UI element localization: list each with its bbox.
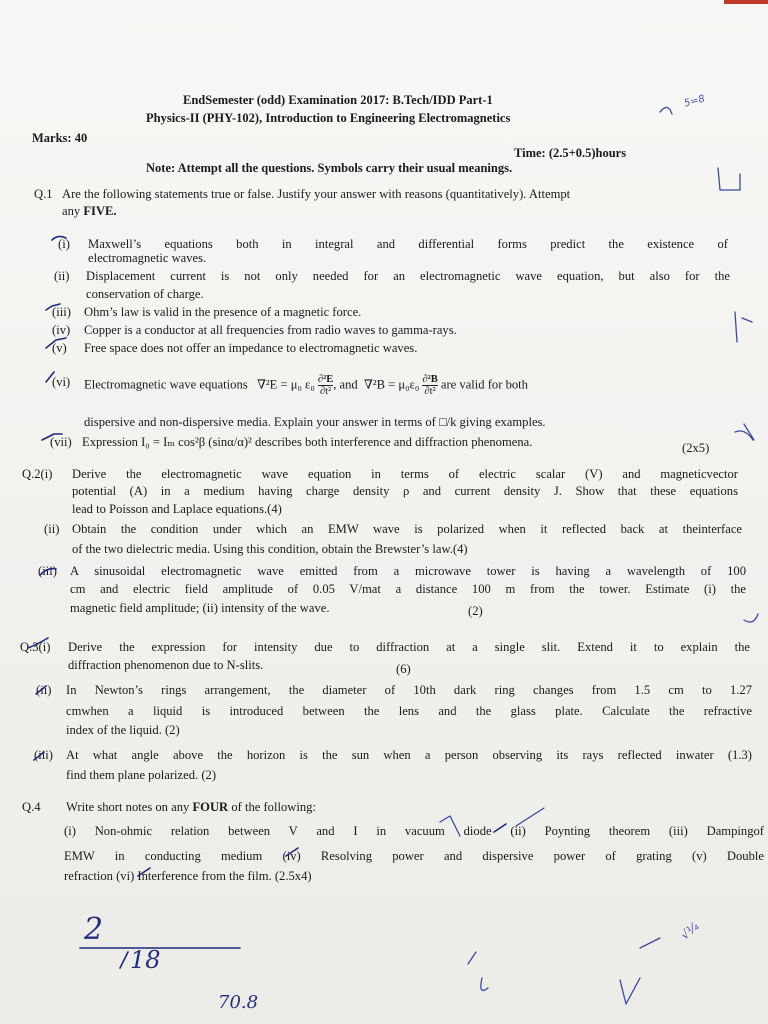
q3-ii-number: (ii) [36,683,52,697]
exam-title: EndSemester (odd) Examination 2017: B.Tech/IDD Part-1 [183,93,493,107]
fraction-e: $\frac{\text{∂²E}}{\text{∂t²}}$ [317,374,334,397]
marks-label: Marks: 40 [32,131,88,145]
tick-mark-q1-i [52,236,66,240]
q2-iii-line3: magnetic field amplitude; (ii) intensity of the wave. [70,601,330,615]
score-denominator: 18 [130,946,161,974]
bottom-handwritten-number: 70.8 [218,992,259,1013]
q2-number: Q.2(i) [22,467,53,481]
q4-intro: Write short notes on any FOUR of the following: [66,800,316,814]
q3-iii-line2: find them plane polarized. (2) [66,768,217,782]
q1-ii-number: (ii) [54,269,70,283]
q2-iii-line1: A sinusoidal electromagnetic wave emitted from a microwave tower is having a wavelength of 100 [70,564,746,578]
q1-vii-number: (vii) [50,435,72,449]
margin-scribble-2 [735,312,752,342]
q1-iii-number: (iii) [52,305,71,319]
equation-b: ∇²B = μ₀ε₀ [364,377,420,392]
tick-mark-q3-iii [34,752,44,760]
q3-number: Q.3(i) [20,640,51,654]
q2-i-line2: potential (A) in a medium having charge density ρ and current density J. Show that these equations [72,484,738,498]
tick-mark-q2-iii [40,569,56,575]
q3-ii-line3: index of the liquid. (2) [66,723,180,737]
q1-vii-text: Expression I₀ = Iₘ cos²β (sinα/α)² describes both interference and diffraction phenomena. [82,435,533,449]
q3-i-line1: Derive the expression for intensity due to diffraction at a single slit. Extend it to explain the [68,640,750,654]
q2-iii-number: (iii) [38,564,57,578]
tick-mark-q1-vi [46,372,54,382]
tick-mark-q3-ii [36,686,46,694]
q3-ii-line1: In Newton’s rings arrangement, the diameter of 10th dark ring changes from 1.5 cm to 1.27 [66,683,752,697]
tick-mark-q4-ii [494,824,506,832]
q2-i-line1: Derive the electromagnetic wave equation in terms of electric scalar (V) and magneticvector [72,467,738,481]
q1-number: Q.1 [34,187,53,201]
q1-i-number: (i) [58,237,70,251]
tick-mark-q4-vi [138,868,150,876]
q1-intro-line2: any FIVE. [62,204,117,218]
q2-iii-marks: (2) [468,604,483,618]
q1-iv-text: Copper is a conductor at all frequencies from radio waves to gamma-rays. [84,323,457,337]
q2-ii-number: (ii) [44,522,60,536]
q1-iv-number: (iv) [52,323,71,337]
margin-note-right: √¼ [677,919,702,943]
q1-v-text: Free space does not offer an impedance to electromagnetic waves. [84,341,418,355]
q3-i-marks: (6) [396,662,411,676]
q3-iii-number: (iii) [34,748,53,762]
q4-line3: refraction (vi) Interference from the film. (2.5x4) [64,869,312,883]
q1-marks: (2x5) [682,441,710,455]
score-slash [120,952,128,968]
q1-iii-text: Ohm’s law is valid in the presence of a magnetic force. [84,305,362,319]
q4-line2: EMW in conducting medium (iv) Resolving power and dispersive power of grating (v) Double [64,849,764,863]
margin-note-top: 5=8 [682,93,707,110]
time-label: Time: (2.5+0.5)hours [514,146,627,160]
q2-ii-line2: of the two dielectric media. Using this condition, obtain the Brewster’s law.(4) [72,542,468,556]
tick-mark-q1-vii [42,434,62,440]
bottom-scribble-center [468,952,488,990]
q4-line1: (i) Non-ohmic relation between V and I in vacuum diode (ii) Poynting theorem (iii) Dampingof [64,824,764,838]
q1-vi-line2: dispersive and non-dispersive media. Explain your answer in terms of □/k giving examples. [84,415,546,429]
margin-box-scribble [718,168,740,190]
tick-mark-q3-i [28,638,48,648]
tick-mark-q1-iii [46,304,60,310]
q2-iii-line2: cm and electric field amplitude of 0.05 V/mat a distance 100 m from the tower. Estimate (i) the [70,582,746,596]
q3-ii-line2: cmwhen a liquid is introduced between the lens and the glass plate. Calculate the refractive [66,704,752,718]
equation-e: ∇²E = μ₀ ε₀ [257,377,315,392]
q1-ii-line1: Displacement current is not only needed for an electromagnetic wave equation, but also for the [86,269,730,283]
q3-i-line2: diffraction phenomenon due to N-slits. [68,658,264,672]
tick-mark-diode [440,816,460,836]
margin-scribble-3 [735,424,754,440]
margin-scribble-1 [660,107,672,114]
tick-mark-poynting [516,808,544,826]
bottom-scribble-right [620,938,660,1004]
fraction-b: $\frac{\text{∂²B}}{\text{∂t²}}$ [422,374,438,397]
q1-intro-line1: Are the following statements true or false. Justify your answer with reasons (quantitatively). Attempt [62,187,571,201]
q1-i-line1: Maxwell’s equations both in integral and differential forms predict the existence of [88,237,728,251]
margin-scribble-4 [744,614,758,622]
q1-i-line2: electromagnetic waves. [88,251,207,265]
q1-vi-number: (vi) [52,375,71,389]
course-title: Physics-II (PHY-102), Introduction to Engineering Electromagnetics [146,111,511,125]
score-numerator: 2 [84,912,104,947]
q3-iii-line1: At what angle above the horizon is the sun when a person observing its rays reflected inwater (1.3) [66,748,752,762]
q1-v-number: (v) [52,341,67,355]
q4-number: Q.4 [22,800,41,814]
q1-vi-line1: Electromagnetic wave equations ∇²E = μ₀ ε₀ $\frac{\text{∂²E}}{\text{∂t²}}$ , and ∇²B = μ₀ε₀ $\frac{\text{∂²B}}{\text{∂t²}}$ are valid for both [84,374,528,397]
tick-mark-q4-iv [286,848,298,856]
q2-ii-line1: Obtain the condition under which an EMW wave is polarized when it reflected back at theinterface [72,522,742,536]
q1-ii-line2: conservation of charge. [86,287,204,301]
instructions-note: Note: Attempt all the questions. Symbols carry their usual meanings. [146,161,513,175]
tick-mark-q1-v [46,338,66,348]
q2-i-line3: lead to Poisson and Laplace equations.(4) [72,502,282,516]
